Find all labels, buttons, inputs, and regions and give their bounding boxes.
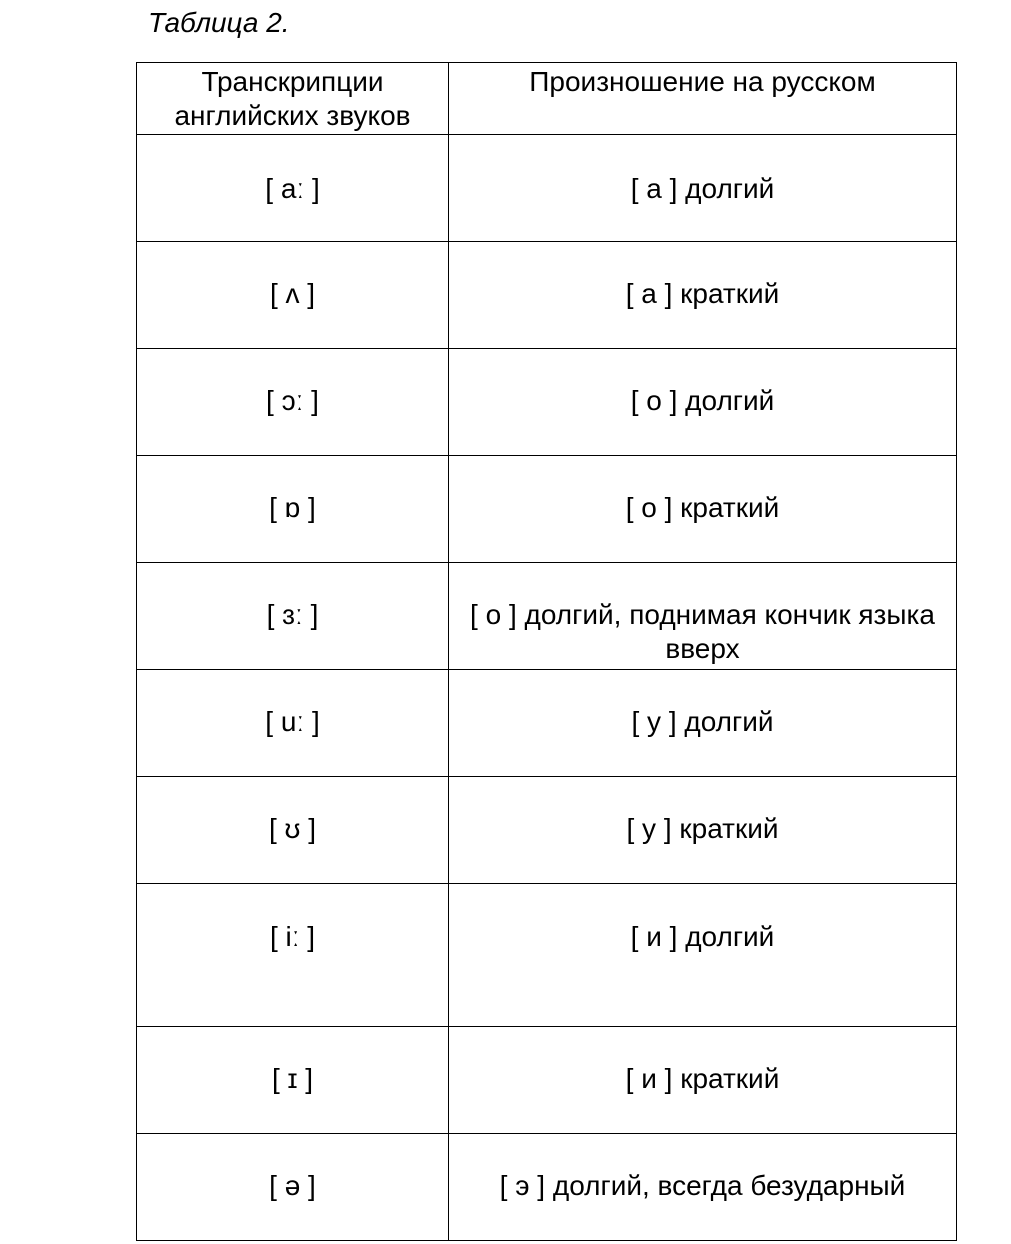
header-transcriptions: Транскрипции английских звуков xyxy=(137,63,449,135)
table-row xyxy=(137,563,957,670)
pronunciation-cell: [ у ] долгий xyxy=(449,670,957,777)
transcription-cell: [ ɔː ] xyxy=(137,349,449,456)
transcription-cell: [ aː ] xyxy=(137,135,449,242)
table-row xyxy=(137,1027,957,1134)
table-row xyxy=(137,242,957,349)
table-row xyxy=(137,1134,957,1241)
pronunciation-cell: [ э ] долгий, всегда безударный xyxy=(449,1134,957,1241)
table-caption: Таблица 2. xyxy=(148,7,290,38)
pronunciation-cell: [ а ] долгий xyxy=(449,135,957,242)
transcription-cell: [ iː ] xyxy=(137,884,449,1027)
table-row xyxy=(137,670,957,777)
transcription-cell: [ uː ] xyxy=(137,670,449,777)
pronunciation-cell: [ о ] долгий xyxy=(449,349,957,456)
transcription-cell: [ ɜː ] xyxy=(137,563,449,670)
transcription-cell: [ ʌ ] xyxy=(137,242,449,349)
transcription-cell: [ ʊ ] xyxy=(137,777,449,884)
transcription-cell: [ ɪ ] xyxy=(137,1027,449,1134)
pronunciation-cell: [ о ] долгий, поднимая кончик языка вверх xyxy=(449,563,957,670)
table-row xyxy=(137,456,957,563)
table-row xyxy=(137,777,957,884)
table-header-row xyxy=(137,63,957,135)
table-row xyxy=(137,135,957,242)
header-pronunciation: Произношение на русском xyxy=(449,63,957,135)
table-row xyxy=(137,884,957,1027)
pronunciation-cell: [ и ] краткий xyxy=(449,1027,957,1134)
transcription-cell: [ ɒ ] xyxy=(137,456,449,563)
pronunciation-cell: [ у ] краткий xyxy=(449,777,957,884)
pronunciation-cell: [ и ] долгий xyxy=(449,884,957,1027)
phonetics-table xyxy=(136,62,957,1241)
table-row xyxy=(137,349,957,456)
pronunciation-cell: [ а ] краткий xyxy=(449,242,957,349)
pronunciation-cell: [ о ] краткий xyxy=(449,456,957,563)
transcription-cell: [ ə ] xyxy=(137,1134,449,1241)
